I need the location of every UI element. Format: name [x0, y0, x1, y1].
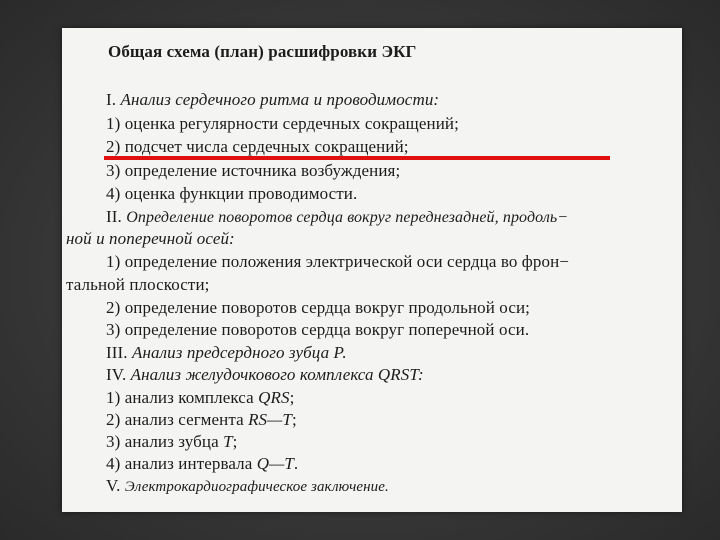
list-item: 1) определение положения электрической оси сердца во фрон−: [106, 252, 569, 271]
list-item: 3) анализ зубца T;: [106, 432, 238, 451]
section-3: III. Анализ предсердного зубца Р.: [106, 343, 347, 362]
list-item: 2) определение поворотов сердца вокруг продольной оси;: [106, 298, 530, 317]
list-item: 4) анализ интервала Q—T.: [106, 454, 299, 473]
section-1: I. Анализ сердечного ритма и проводимости:: [106, 90, 440, 109]
list-item: 1) оценка регулярности сердечных сокращений;: [106, 114, 459, 133]
list-item: тальной плоскости;: [66, 275, 210, 294]
section-2: II. Определение поворотов сердца вокруг переднезадней, продоль−: [106, 207, 569, 226]
section-4: IV. Анализ желудочкового комплекса QRST:: [106, 365, 424, 384]
list-item: ной и поперечной осей:: [66, 229, 235, 248]
red-underline: [104, 156, 610, 160]
list-item: 2) подсчет числа сердечных сокращений;: [106, 137, 409, 156]
list-item: 4) оценка функции проводимости.: [106, 184, 358, 203]
list-item: 3) определение источника возбуждения;: [106, 161, 401, 180]
list-item: 3) определение поворотов сердца вокруг поперечной оси.: [106, 320, 530, 339]
section-5: V. Электрокардиографическое заключение.: [106, 476, 389, 495]
ecg-plan-text: [62, 28, 682, 512]
document-page: [62, 28, 682, 512]
list-item: 2) анализ сегмента RS—T;: [106, 410, 297, 429]
list-item: 1) анализ комплекса QRS;: [106, 388, 295, 407]
page-title: Общая схема (план) расшифровки ЭКГ: [108, 42, 417, 61]
